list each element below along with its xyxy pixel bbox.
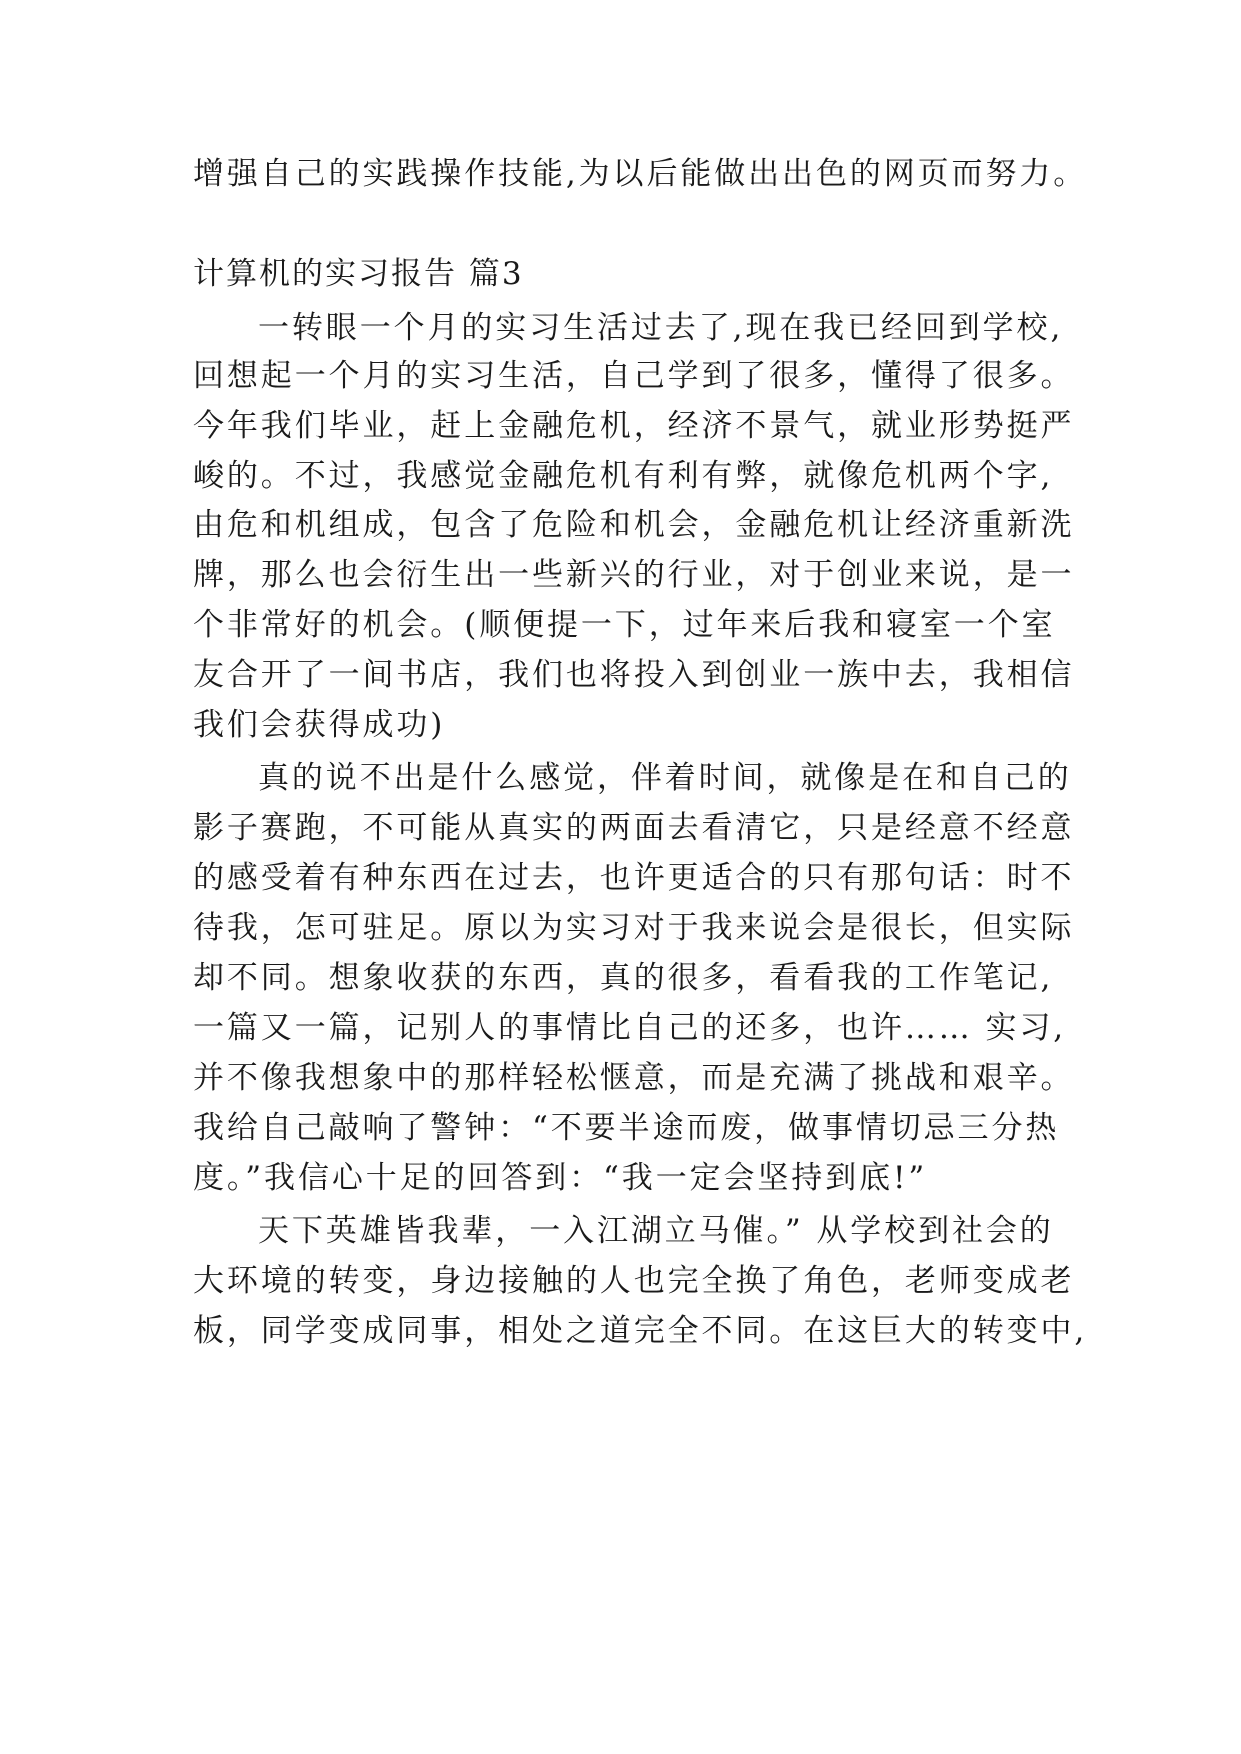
paragraph-line: 并不像我想象中的那样轻松惬意，而是充满了挑战和艰辛。 (193, 1060, 1075, 1096)
paragraph-line: 真的说不出是什么感觉，伴着时间，就像是在和自己的 (258, 760, 1072, 796)
section-title: 计算机的实习报告 篇3 (193, 256, 524, 292)
paragraph-line: 一篇又一篇，记别人的事情比自己的还多，也许…… 实习, (193, 1010, 1067, 1046)
paragraph-line: 我们会获得成功) (193, 707, 446, 743)
paragraph-line: 度。”我信心十足的回答到：“我一定会坚持到底!” (193, 1160, 928, 1196)
paragraph-line: 一转眼一个月的实习生活过去了,现在我已经回到学校, (258, 310, 1064, 346)
paragraph-line: 却不同。想象收获的东西，真的很多，看看我的工作笔记, (193, 960, 1054, 996)
paragraph-line: 大环境的转变，身边接触的人也完全换了角色，老师变成老 (193, 1263, 1075, 1299)
paragraph-line: 峻的。不过，我感觉金融危机有利有弊，就像危机两个字, (193, 458, 1054, 494)
paragraph-line: 我给自己敲响了警钟：“不要半途而废，做事情切忌三分热 (193, 1110, 1060, 1146)
paragraph-line: 友合开了一间书店，我们也将投入到创业一族中去，我相信 (193, 657, 1075, 693)
paragraph-line: 待我，怎可驻足。原以为实习对于我来说会是很长，但实际 (193, 910, 1075, 946)
paragraph-line: 回想起一个月的实习生活，自己学到了很多，懂得了很多。 (193, 358, 1075, 394)
paragraph-line: 影子赛跑，不可能从真实的两面去看清它，只是经意不经意 (193, 810, 1075, 846)
intro-line: 增强自己的实践操作技能,为以后能做出出色的网页而努力。 (193, 156, 1088, 192)
paragraph-line: 牌，那么也会衍生出一些新兴的行业，对于创业来说，是一 (193, 557, 1075, 593)
paragraph-line: 天下英雄皆我辈，一入江湖立马催。” 从学校到社会的 (258, 1213, 1054, 1249)
paragraph-line: 由危和机组成，包含了危险和机会，金融危机让经济重新洗 (193, 507, 1075, 543)
paragraph-line: 的感受着有种东西在过去，也许更适合的只有那句话：时不 (193, 860, 1075, 896)
paragraph-line: 个非常好的机会。(顺便提一下，过年来后我和寝室一个室 (193, 607, 1056, 643)
paragraph-line: 今年我们毕业，赶上金融危机，经济不景气，就业形势挺严 (193, 408, 1075, 444)
paragraph-line: 板，同学变成同事，相处之道完全不同。在这巨大的转变中, (193, 1313, 1088, 1349)
